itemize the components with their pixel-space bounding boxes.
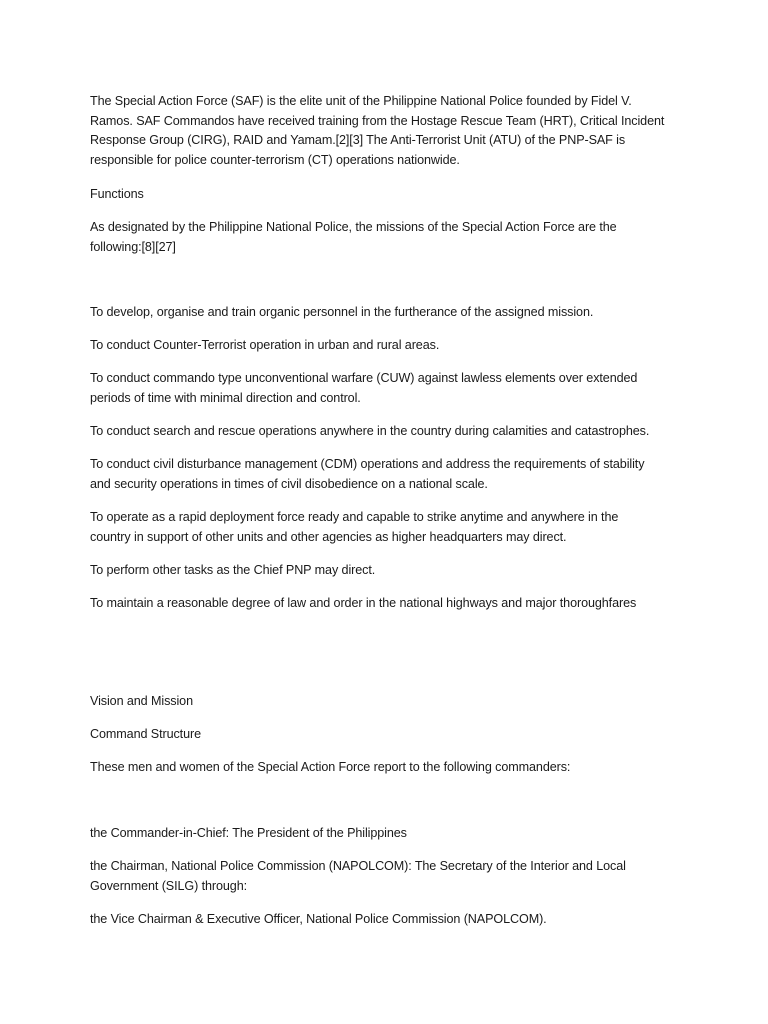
mission-item: To conduct civil disturbance management (CDM) operations and address the requirements of stability and security operations in times of civil disobedience on a national scale. [90, 457, 645, 491]
mission-item: To develop, organise and train organic personnel in the furtherance of the assigned mission. [90, 305, 594, 319]
vision-heading: Vision and Mission [90, 694, 193, 708]
mission-item: To conduct Counter-Terrorist operation in urban and rural areas. [90, 338, 440, 352]
command-heading: Command Structure [90, 727, 201, 741]
mission-item: To conduct commando type unconventional warfare (CUW) against lawless elements over extended periods of time with minimal direction and control. [90, 371, 638, 405]
functions-intro: As designated by the Philippine National Police, the missions of the Special Action Force are the following:[8][27] [90, 220, 617, 254]
mission-item: To conduct search and rescue operations anywhere in the country during calamities and catastrophes. [90, 424, 650, 438]
commander-item: the Chairman, National Police Commission (NAPOLCOM): The Secretary of the Interior and Local Government (SILG) through: [90, 859, 626, 893]
mission-item: To operate as a rapid deployment force ready and capable to strike anytime and anywhere in the country in support of other units and other agencies as higher headquarters may direct. [90, 510, 619, 544]
command-intro: These men and women of the Special Action Force report to the following commanders: [90, 760, 571, 774]
commander-item: the Commander-in-Chief: The President of the Philippines [90, 826, 407, 840]
mission-item: To maintain a reasonable degree of law and order in the national highways and major thoroughfares [90, 596, 637, 610]
functions-heading: Functions [90, 187, 144, 201]
mission-item: To perform other tasks as the Chief PNP may direct. [90, 563, 376, 577]
intro-paragraph: The Special Action Force (SAF) is the elite unit of the Philippine National Police founded by Fidel V. Ramos. SAF Commandos have received training from the Hostage Rescue Team (HRT), Critical Incident Response Group (CIRG), RAID and Yamam.[2][3] The Anti-Terrorist Unit (ATU) of the PNP-SAF is responsible for police counter-terrorism (CT) operations nationwide. [90, 94, 665, 167]
commander-item: the Vice Chairman & Executive Officer, National Police Commission (NAPOLCOM). [90, 912, 547, 926]
